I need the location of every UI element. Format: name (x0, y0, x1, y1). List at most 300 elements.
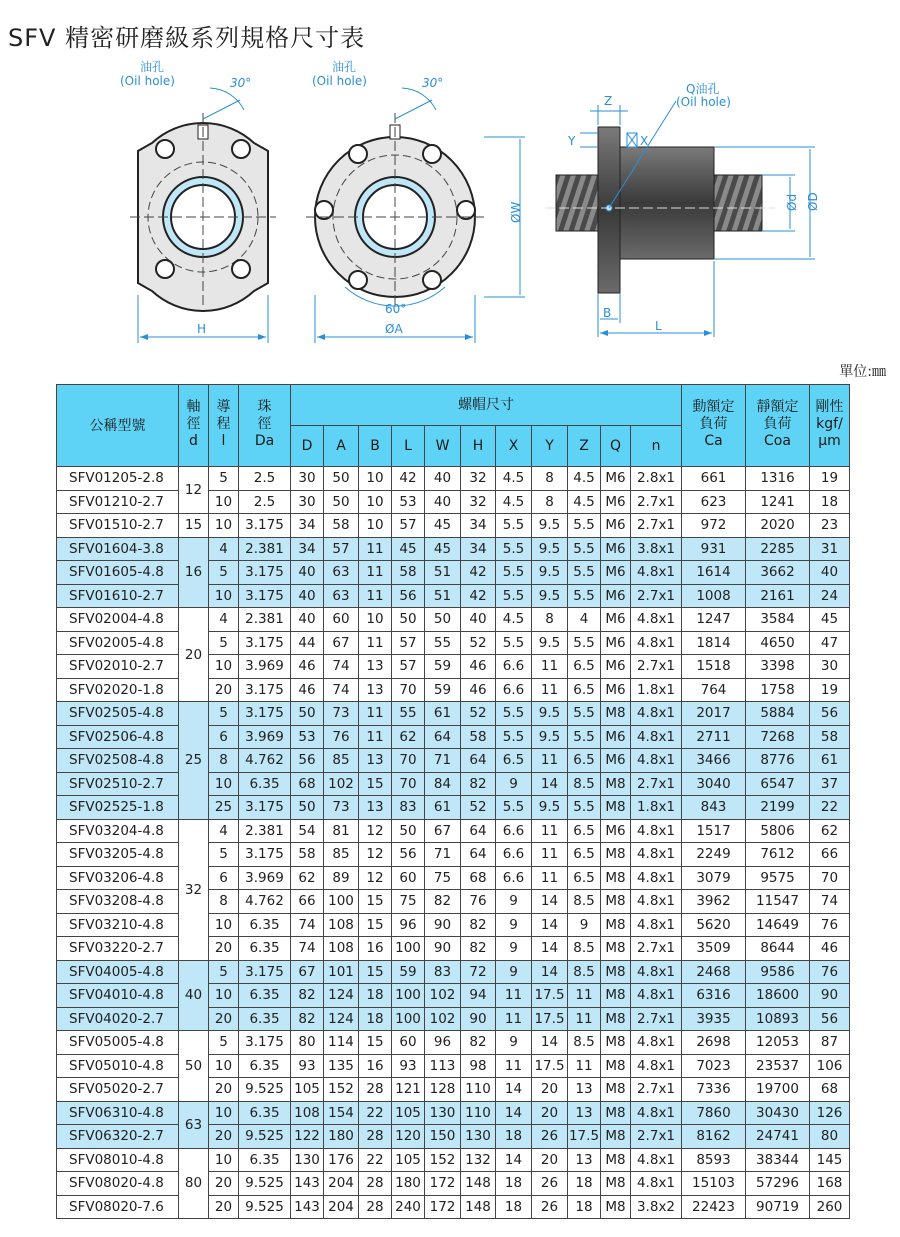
table-cell: 10 (209, 514, 239, 538)
table-cell: 57 (392, 655, 425, 679)
header-ca: 動額定 負荷 Ca (682, 385, 746, 467)
table-cell: 260 (810, 1195, 850, 1219)
table-cell: 22 (810, 796, 850, 820)
table-cell: 40 (461, 608, 496, 632)
model-cell: SFV06320-2.7 (57, 1125, 179, 1149)
table-cell: 100 (392, 1007, 425, 1031)
table-cell: 4.8x1 (631, 960, 682, 984)
table-cell: 5.5 (496, 796, 532, 820)
model-cell: SFV01604-3.8 (57, 537, 179, 561)
table-cell: 60 (324, 608, 359, 632)
table-cell: 9 (496, 1031, 532, 1055)
dim-L-label: L (655, 319, 662, 333)
table-cell: 59 (425, 655, 461, 679)
table-cell: 67 (425, 819, 461, 843)
table-cell: 148 (461, 1195, 496, 1219)
table-cell: 204 (324, 1195, 359, 1219)
model-cell: SFV05005-4.8 (57, 1031, 179, 1055)
table-cell: 10 (359, 608, 392, 632)
table-cell: 13 (359, 655, 392, 679)
table-cell: 64 (425, 725, 461, 749)
table-cell: 2.381 (239, 537, 291, 561)
table-row (57, 819, 850, 843)
table-cell: 180 (324, 1125, 359, 1149)
table-cell: 46 (810, 937, 850, 961)
table-cell: 64 (461, 843, 496, 867)
table-cell: 7023 (682, 1054, 746, 1078)
table-cell: 9 (496, 890, 532, 914)
table-row (57, 467, 850, 491)
table-cell: 34 (461, 514, 496, 538)
table-cell: 10 (209, 1148, 239, 1172)
table-row (57, 1007, 850, 1031)
table-cell: 105 (392, 1101, 425, 1125)
table-cell: 6.5 (568, 819, 601, 843)
table-cell: 1814 (682, 631, 746, 655)
table-cell: 76 (810, 913, 850, 937)
table-row (57, 678, 850, 702)
nut-side-view (545, 81, 820, 337)
table-cell: 22 (359, 1148, 392, 1172)
header-ball: 珠 徑 Da (239, 385, 291, 467)
table-cell: 14 (532, 890, 568, 914)
model-cell: SFV02525-1.8 (57, 796, 179, 820)
table-cell: 4.5 (496, 490, 532, 514)
table-cell: 9.5 (532, 725, 568, 749)
table-cell: 108 (324, 913, 359, 937)
header-nut-h: H (461, 426, 496, 467)
table-cell: 13 (568, 1148, 601, 1172)
model-cell: SFV08020-4.8 (57, 1172, 179, 1196)
table-cell: 1241 (746, 490, 810, 514)
model-cell: SFV06310-4.8 (57, 1101, 179, 1125)
table-cell: 3584 (746, 608, 810, 632)
table-cell: 204 (324, 1172, 359, 1196)
table-cell: 5.5 (568, 584, 601, 608)
table-cell: 3.969 (239, 866, 291, 890)
table-cell: 11 (359, 584, 392, 608)
dim-H-label: H (197, 322, 207, 336)
table-cell: 42 (461, 561, 496, 585)
table-cell: 8.5 (568, 890, 601, 914)
table-cell: 94 (461, 984, 496, 1008)
table-cell: 3040 (682, 772, 746, 796)
table-cell: 11 (568, 1054, 601, 1078)
table-cell: 23 (810, 514, 850, 538)
table-cell: 87 (810, 1031, 850, 1055)
table-cell: 6.6 (496, 655, 532, 679)
table-cell: 20 (209, 678, 239, 702)
table-cell: 4.8x1 (631, 984, 682, 1008)
table-cell: 100 (392, 984, 425, 1008)
table-cell: 14 (532, 772, 568, 796)
table-cell: 9586 (746, 960, 810, 984)
header-nut-n: n (631, 426, 682, 467)
table-cell: 2.7x1 (631, 514, 682, 538)
table-cell: 11 (532, 819, 568, 843)
table-cell: M8 (601, 1101, 631, 1125)
table-cell: 40 (425, 467, 461, 491)
table-cell: 18 (568, 1195, 601, 1219)
table-row (57, 1101, 850, 1125)
table-cell: 6.35 (239, 1101, 291, 1125)
table-cell: 124 (324, 1007, 359, 1031)
table-cell: 132 (461, 1148, 496, 1172)
table-row (57, 866, 850, 890)
table-cell: 10 (209, 772, 239, 796)
table-cell: 56 (392, 584, 425, 608)
axis-diameter-cell: 16 (179, 537, 209, 608)
table-header (57, 385, 850, 467)
table-cell: 102 (425, 1007, 461, 1031)
header-nut: 螺帽尺寸 (291, 385, 682, 426)
table-cell: 2.7x1 (631, 1007, 682, 1031)
table-cell: 1518 (682, 655, 746, 679)
table-row (57, 1078, 850, 1102)
table-cell: M8 (601, 866, 631, 890)
table-cell: M8 (601, 913, 631, 937)
table-cell: M8 (601, 796, 631, 820)
table-cell: 4.5 (568, 467, 601, 491)
table-cell: 2.381 (239, 819, 291, 843)
table-cell: 106 (810, 1054, 850, 1078)
table-cell: 1517 (682, 819, 746, 843)
header-model: 公稱型號 (57, 385, 179, 467)
model-cell: SFV02506-4.8 (57, 725, 179, 749)
table-cell: 6.6 (496, 843, 532, 867)
table-cell: 9.5 (532, 584, 568, 608)
table-cell: 9.525 (239, 1125, 291, 1149)
table-cell: 80 (810, 1125, 850, 1149)
table-cell: 4.8x1 (631, 725, 682, 749)
table-cell: 42 (392, 467, 425, 491)
table-cell: M8 (601, 1078, 631, 1102)
table-cell: 168 (810, 1172, 850, 1196)
table-cell: M8 (601, 702, 631, 726)
technical-drawings (0, 55, 900, 355)
table-cell: 82 (461, 937, 496, 961)
table-cell: 4.8x1 (631, 890, 682, 914)
table-cell: 61 (425, 796, 461, 820)
table-cell: 2161 (746, 584, 810, 608)
oil-hole-label-2-cn: 油孔 (332, 60, 357, 74)
table-cell: 34 (291, 514, 324, 538)
table-cell: 20 (209, 1172, 239, 1196)
table-cell: 4.8x1 (631, 843, 682, 867)
table-cell: 9.5 (532, 561, 568, 585)
table-row (57, 490, 850, 514)
table-cell: M8 (601, 772, 631, 796)
table-cell: 46 (461, 678, 496, 702)
table-cell: 6.35 (239, 984, 291, 1008)
table-cell: 11547 (746, 890, 810, 914)
table-cell: 6.5 (568, 749, 601, 773)
table-cell: M8 (601, 984, 631, 1008)
table-cell: 5.5 (496, 725, 532, 749)
table-cell: 51 (425, 584, 461, 608)
model-cell: SFV03204-4.8 (57, 819, 179, 843)
table-cell: 40 (810, 561, 850, 585)
table-cell: 31 (810, 537, 850, 561)
model-cell: SFV08020-7.6 (57, 1195, 179, 1219)
table-cell: 28 (359, 1078, 392, 1102)
table-cell: 32 (461, 490, 496, 514)
table-cell: 90 (461, 1007, 496, 1031)
model-cell: SFV02505-4.8 (57, 702, 179, 726)
table-cell: 17.5 (532, 1054, 568, 1078)
table-cell: 5.5 (496, 514, 532, 538)
table-cell: 18 (496, 1195, 532, 1219)
table-cell: 50 (291, 796, 324, 820)
table-cell: 76 (461, 890, 496, 914)
header-nut-w: W (425, 426, 461, 467)
table-cell: 58 (810, 725, 850, 749)
table-cell: M8 (601, 1007, 631, 1031)
table-cell: 75 (392, 890, 425, 914)
table-cell: 8.5 (568, 937, 601, 961)
nut-front-view-round (306, 59, 525, 343)
table-row (57, 537, 850, 561)
table-cell: 130 (461, 1125, 496, 1149)
table-cell: 172 (425, 1172, 461, 1196)
table-cell: 6 (209, 725, 239, 749)
table-cell: 14 (496, 1101, 532, 1125)
angle-30-label-1: 30° (230, 76, 252, 90)
table-cell: 9575 (746, 866, 810, 890)
table-cell: 1008 (682, 584, 746, 608)
table-cell: 2199 (746, 796, 810, 820)
table-cell: M6 (601, 514, 631, 538)
table-cell: 50 (392, 608, 425, 632)
table-cell: 17.5 (532, 984, 568, 1008)
table-cell: 6547 (746, 772, 810, 796)
table-cell: 6.6 (496, 819, 532, 843)
oil-hole-label-2-en: (Oil hole) (312, 74, 367, 88)
model-cell: SFV04020-2.7 (57, 1007, 179, 1031)
table-row (57, 514, 850, 538)
table-cell: 6.5 (568, 655, 601, 679)
table-cell: 8644 (746, 937, 810, 961)
table-cell: 71 (425, 843, 461, 867)
table-cell: 4.5 (568, 490, 601, 514)
table-cell: 8 (209, 749, 239, 773)
table-cell: 2.7x1 (631, 655, 682, 679)
table-cell: 82 (291, 1007, 324, 1031)
table-cell: 3662 (746, 561, 810, 585)
table-row (57, 796, 850, 820)
table-cell: 5.5 (568, 796, 601, 820)
table-cell: 82 (461, 913, 496, 937)
table-row (57, 1054, 850, 1078)
table-cell: 4.8x1 (631, 1031, 682, 1055)
model-cell: SFV05010-4.8 (57, 1054, 179, 1078)
table-cell: 135 (324, 1054, 359, 1078)
table-cell: 13 (359, 678, 392, 702)
table-cell: 59 (425, 678, 461, 702)
table-row (57, 631, 850, 655)
table-cell: 2711 (682, 725, 746, 749)
table-row (57, 608, 850, 632)
table-cell: 6.35 (239, 1007, 291, 1031)
table-cell: 5 (209, 561, 239, 585)
table-cell: 74 (324, 678, 359, 702)
table-cell: 102 (425, 984, 461, 1008)
table-cell: 13 (568, 1078, 601, 1102)
table-cell: 4.8x1 (631, 866, 682, 890)
table-cell: 55 (425, 631, 461, 655)
model-cell: SFV02020-1.8 (57, 678, 179, 702)
table-cell: 76 (324, 725, 359, 749)
angle-60-label: 60° (385, 302, 407, 316)
table-cell: 62 (291, 866, 324, 890)
table-cell: 18 (359, 984, 392, 1008)
table-cell: 102 (324, 772, 359, 796)
table-cell: 148 (461, 1172, 496, 1196)
table-cell: 70 (392, 678, 425, 702)
table-cell: 5 (209, 631, 239, 655)
table-cell: 11 (568, 1007, 601, 1031)
table-cell: 45 (392, 537, 425, 561)
table-cell: 11 (532, 843, 568, 867)
table-cell: 84 (425, 772, 461, 796)
table-cell: 57 (392, 514, 425, 538)
table-cell: 11 (532, 678, 568, 702)
table-cell: 2.7x1 (631, 584, 682, 608)
table-cell: 5.5 (568, 514, 601, 538)
table-cell: 10 (209, 584, 239, 608)
table-cell: 2017 (682, 702, 746, 726)
table-cell: M6 (601, 537, 631, 561)
table-cell: 3.969 (239, 725, 291, 749)
table-cell: 3962 (682, 890, 746, 914)
table-cell: 5.5 (568, 561, 601, 585)
axis-diameter-cell: 50 (179, 1031, 209, 1102)
table-cell: 26 (532, 1195, 568, 1219)
table-cell: 4.8x1 (631, 749, 682, 773)
table-cell: 18 (359, 1007, 392, 1031)
table-cell: 8 (532, 490, 568, 514)
table-cell: 9 (496, 913, 532, 937)
table-cell: 62 (810, 819, 850, 843)
table-cell: 73 (324, 702, 359, 726)
table-cell: 5 (209, 960, 239, 984)
table-cell: 20 (209, 1195, 239, 1219)
table-cell: 15 (359, 960, 392, 984)
table-cell: 972 (682, 514, 746, 538)
table-cell: 60 (392, 866, 425, 890)
axis-diameter-cell: 25 (179, 702, 209, 820)
table-cell: 4.8x1 (631, 913, 682, 937)
table-cell: M8 (601, 960, 631, 984)
header-stiffness: 剛性 kgf/ μm (810, 385, 850, 467)
table-cell: 3509 (682, 937, 746, 961)
table-cell: 7268 (746, 725, 810, 749)
header-nut-a: A (324, 426, 359, 467)
table-cell: 3.175 (239, 960, 291, 984)
table-cell: 9 (496, 937, 532, 961)
table-cell: 13 (359, 749, 392, 773)
table-cell: 145 (810, 1148, 850, 1172)
table-cell: 124 (324, 984, 359, 1008)
table-cell: 82 (425, 890, 461, 914)
table-cell: 3935 (682, 1007, 746, 1031)
table-cell: 3.175 (239, 843, 291, 867)
table-cell: 172 (425, 1195, 461, 1219)
table-cell: 64 (461, 749, 496, 773)
table-cell: 75 (425, 866, 461, 890)
dim-d-label: Ød (785, 193, 799, 211)
table-cell: M6 (601, 819, 631, 843)
table-cell: 68 (461, 866, 496, 890)
table-cell: 130 (291, 1148, 324, 1172)
table-cell: 30 (291, 490, 324, 514)
table-row (57, 725, 850, 749)
table-cell: 58 (291, 843, 324, 867)
table-cell: 5 (209, 467, 239, 491)
table-cell: 85 (324, 843, 359, 867)
table-cell: 114 (324, 1031, 359, 1055)
table-cell: 70 (392, 749, 425, 773)
table-cell: 10 (209, 655, 239, 679)
table-cell: 14649 (746, 913, 810, 937)
table-row (57, 843, 850, 867)
table-cell: 50 (324, 490, 359, 514)
table-cell: 4.8x1 (631, 631, 682, 655)
table-cell: 108 (324, 937, 359, 961)
table-cell: 68 (291, 772, 324, 796)
table-cell: 108 (291, 1101, 324, 1125)
table-cell: 73 (324, 796, 359, 820)
header-nut-d: D (291, 426, 324, 467)
table-cell: 101 (324, 960, 359, 984)
table-cell: 59 (392, 960, 425, 984)
table-cell: 9.525 (239, 1078, 291, 1102)
table-cell: 58 (324, 514, 359, 538)
table-cell: 931 (682, 537, 746, 561)
table-cell: 4.8x1 (631, 1054, 682, 1078)
dim-Z-label: Z (604, 94, 613, 108)
table-cell: 57296 (746, 1172, 810, 1196)
table-cell: 45 (810, 608, 850, 632)
model-cell: SFV03208-4.8 (57, 890, 179, 914)
table-cell: 6 (209, 866, 239, 890)
table-cell: 14 (496, 1148, 532, 1172)
table-cell: 32 (461, 467, 496, 491)
table-cell: 10 (209, 490, 239, 514)
table-cell: 61 (425, 702, 461, 726)
table-cell: 5.5 (568, 702, 601, 726)
table-cell: 126 (810, 1101, 850, 1125)
table-cell: 80 (291, 1031, 324, 1055)
table-cell: 46 (461, 655, 496, 679)
dim-B-label: B (603, 306, 612, 320)
table-cell: 74 (291, 937, 324, 961)
table-cell: 661 (682, 467, 746, 491)
table-cell: 9.5 (532, 702, 568, 726)
table-cell: 11 (568, 984, 601, 1008)
table-cell: 4.8x1 (631, 702, 682, 726)
table-cell: 6.35 (239, 913, 291, 937)
table-cell: 4 (568, 608, 601, 632)
table-cell: 176 (324, 1148, 359, 1172)
table-row (57, 1172, 850, 1196)
page-title: SFV 精密研磨級系列規格尺寸表 (8, 24, 366, 52)
header-nut-q: Q (601, 426, 631, 467)
model-cell: SFV03220-2.7 (57, 937, 179, 961)
table-cell: 28 (359, 1125, 392, 1149)
table-cell: 83 (425, 960, 461, 984)
table-cell: 40 (425, 490, 461, 514)
